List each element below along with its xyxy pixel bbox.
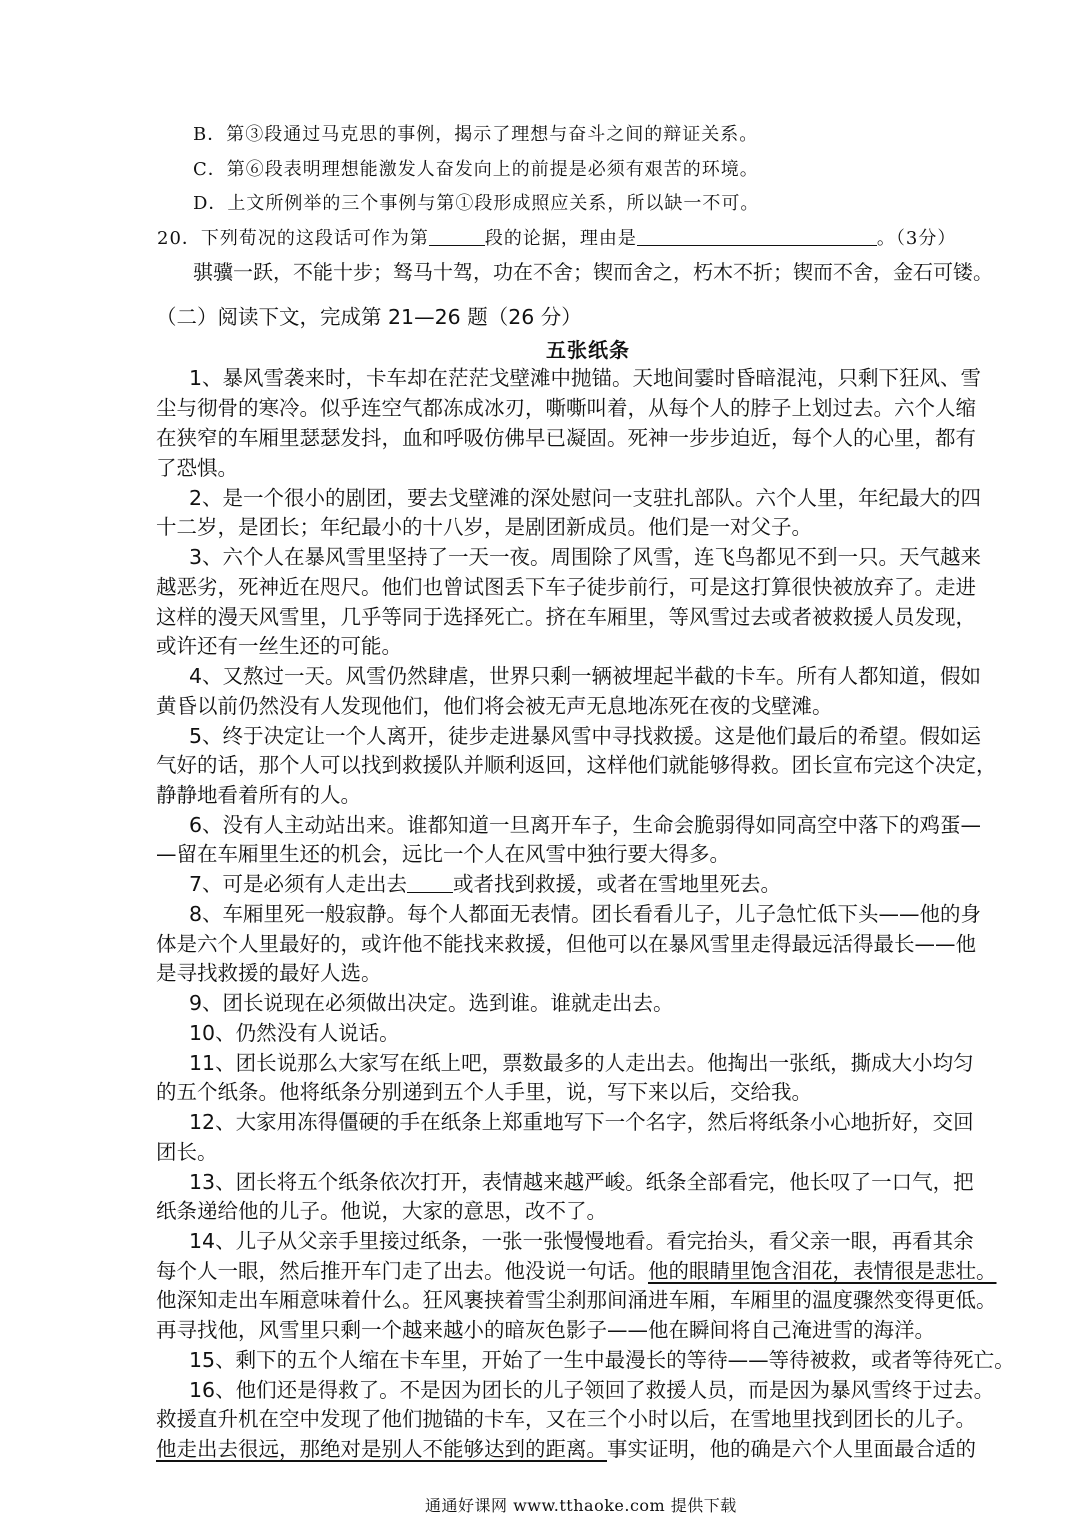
xunzi-quote: 骐骥一跃，不能十步；驽马十驾，功在不舍；锲而舍之，朽木不折；锲而不舍，金石可镂。: [193, 260, 993, 284]
answer-blank-reason: [637, 227, 877, 246]
paragraph-line: [156, 1254, 997, 1284]
question-20: [157, 224, 956, 250]
paragraph-line: 这样的漫天风雪里，几乎等同于选择死亡。挤在车厢里，等风雪过去或者被救援人员发现，: [156, 605, 976, 629]
paragraph-line: 救援直升机在空中发现了他们抛锚的卡车，又在三个小时以后，在雪地里找到团长的儿子。: [156, 1407, 976, 1431]
paragraph-line-part: 7、可是必须有人走出去: [189, 872, 408, 896]
option-c: C．第⑥段表明理想能激发人奋发向上的前提是必须有艰苦的环境。: [193, 159, 759, 180]
paragraph-line: 14、儿子从父亲手里接过纸条，一张一张慢慢地看。看完抬头，看父亲一眼，再看其余: [189, 1229, 974, 1253]
paragraph-line: 是寻找救援的最好人选。: [156, 961, 382, 985]
paragraph-line: 16、他们还是得救了。不是因为团长的儿子领回了救援人员，而是因为暴风雪终于过去。: [189, 1378, 995, 1402]
paragraph-line-part: 或者找到救援，或者在雪地里死去。: [453, 872, 782, 896]
paragraph-line: [156, 1432, 976, 1462]
paragraph-line: 10、仍然没有人说话。: [189, 1021, 400, 1045]
paragraph-line: 3、六个人在暴风雪里坚持了一天一夜。周围除了风雪，连飞鸟都见不到一只。天气越来: [189, 545, 982, 569]
page-footer: 通通好课网 www.tthaoke.com 提供下载: [425, 1496, 737, 1515]
paragraph-line: 1、暴风雪袭来时，卡车却在茫茫戈壁滩中抛锚。天地间霎时昏暗混沌，只剩下狂风、雪: [189, 366, 982, 390]
paragraph-line: 纸条递给他的儿子。他说，大家的意思，改不了。: [156, 1199, 607, 1223]
paragraph-line: —留在车厢里生还的机会，远比一个人在风雪中独行要大得多。: [156, 842, 730, 866]
option-b: B．第③段通过马克思的事例，揭示了理想与奋斗之间的辩证关系。: [193, 124, 759, 145]
paragraph-line: 11、团长说那么大家写在纸上吧，票数最多的人走出去。他掏出一张纸，撕成大小均匀: [189, 1051, 974, 1075]
paragraph-line: 了恐惧。: [156, 456, 238, 480]
paragraph-line: 他深知走出车厢意味着什么。狂风裹挟着雪尘刹那间涌进车厢，车厢里的温度骤然变得更低。: [156, 1288, 997, 1312]
paragraph-line: 再寻找他，风雪里只剩一个越来越小的暗灰色影子——他在瞬间将自己淹进雪的海洋。: [156, 1318, 935, 1342]
paragraph-line: 尘与彻骨的寒冷。似乎连空气都冻成冰刃，嘶嘶叫着，从每个人的脖子上划过去。六个人缩: [156, 396, 976, 420]
paragraph-line: 6、没有人主动站出来。谁都知道一旦离开车子，生命会脆弱得如同高空中落下的鸡蛋—: [189, 813, 982, 837]
paragraph-line: 9、团长说现在必须做出决定。选到谁。谁就走出去。: [189, 991, 674, 1015]
paragraph-line: 2、是一个很小的剧团，要去戈壁滩的深处慰问一支驻扎部队。六个人里，年纪最大的四: [189, 486, 982, 510]
paragraph-line: 黄昏以前仍然没有人发现他们，他们将会被无声无息地冻死在夜的戈壁滩。: [156, 694, 833, 718]
paragraph-line: 十二岁，是团长；年纪最小的十八岁，是剧团新成员。他们是一对父子。: [156, 515, 812, 539]
question-20-prefix: 20．下列荀况的这段话可作为第: [157, 228, 429, 249]
paragraph-line: 的五个纸条。他将纸条分别递到五个人手里，说，写下来以后，交给我。: [156, 1080, 812, 1104]
fill-in-blank: [407, 876, 453, 893]
paragraph-line: 8、车厢里死一般寂静。每个人都面无表情。团长看看儿子，儿子急忙低下头——他的身: [189, 902, 982, 926]
paragraph-line: 在狭窄的车厢里瑟瑟发抖，血和呼吸仿佛早已凝固。死神一步步迫近，每个人的心里，都有: [156, 426, 976, 450]
question-20-middle: 段的论据，理由是: [484, 228, 637, 249]
section-heading: （二）阅读下文，完成第 21—26 题（26 分）: [156, 305, 582, 329]
underlined-sentence: 他的眼睛里饱含泪花，表情很是悲壮。: [648, 1259, 997, 1283]
paragraph-line: 静静地看着所有的人。: [156, 783, 361, 807]
paragraph-line: 12、大家用冻得僵硬的手在纸条上郑重地写下一个名字，然后将纸条小心地折好，交回: [189, 1110, 974, 1134]
paragraph-line: 团长。: [156, 1140, 218, 1164]
question-20-suffix: 。（3分）: [876, 228, 957, 249]
paragraph-line: 15、剩下的五个人缩在卡车里，开始了一生中最漫长的等待——等待被救，或者等待死亡。: [189, 1348, 1015, 1372]
paragraph-line: [189, 867, 781, 897]
answer-blank-paragraph: [429, 227, 485, 246]
paragraph-line: 5、终于决定让一个人离开，徒步走进暴风雪中寻找救援。这是他们最后的希望。假如运: [189, 724, 982, 748]
paragraph-line: 13、团长将五个纸条依次打开，表情越来越严峻。纸条全部看完，他长叹了一口气，把: [189, 1170, 974, 1194]
paragraph-line-part: 事实证明，他的确是六个人里面最合适的: [607, 1437, 976, 1461]
paragraph-line: 体是六个人里最好的，或许他不能找来救援，但他可以在暴风雪里走得最远活得最长——他: [156, 932, 976, 956]
article-title: 五张纸条: [546, 338, 630, 362]
underlined-sentence: 他走出去很远，那绝对是别人不能够达到的距离。: [156, 1437, 607, 1461]
paragraph-line: 或许还有一丝生还的可能。: [156, 634, 402, 658]
option-d: D．上文所例举的三个事例与第①段形成照应关系，所以缺一不可。: [193, 193, 760, 214]
paragraph-line: 4、又熬过一天。风雪仍然肆虐，世界只剩一辆被埋起半截的卡车。所有人都知道，假如: [189, 664, 982, 688]
paragraph-line-part: 每个人一眼，然后推开车门走了出去。他没说一句话。: [156, 1259, 648, 1283]
paragraph-line: 气好的话，那个人可以找到救援队并顺利返回，这样他们就能够得救。团长宣布完这个决定，: [156, 753, 997, 777]
paragraph-line: 越恶劣，死神近在咫尺。他们也曾试图丢下车子徒步前行，可是这打算很快被放弃了。走进: [156, 575, 976, 599]
